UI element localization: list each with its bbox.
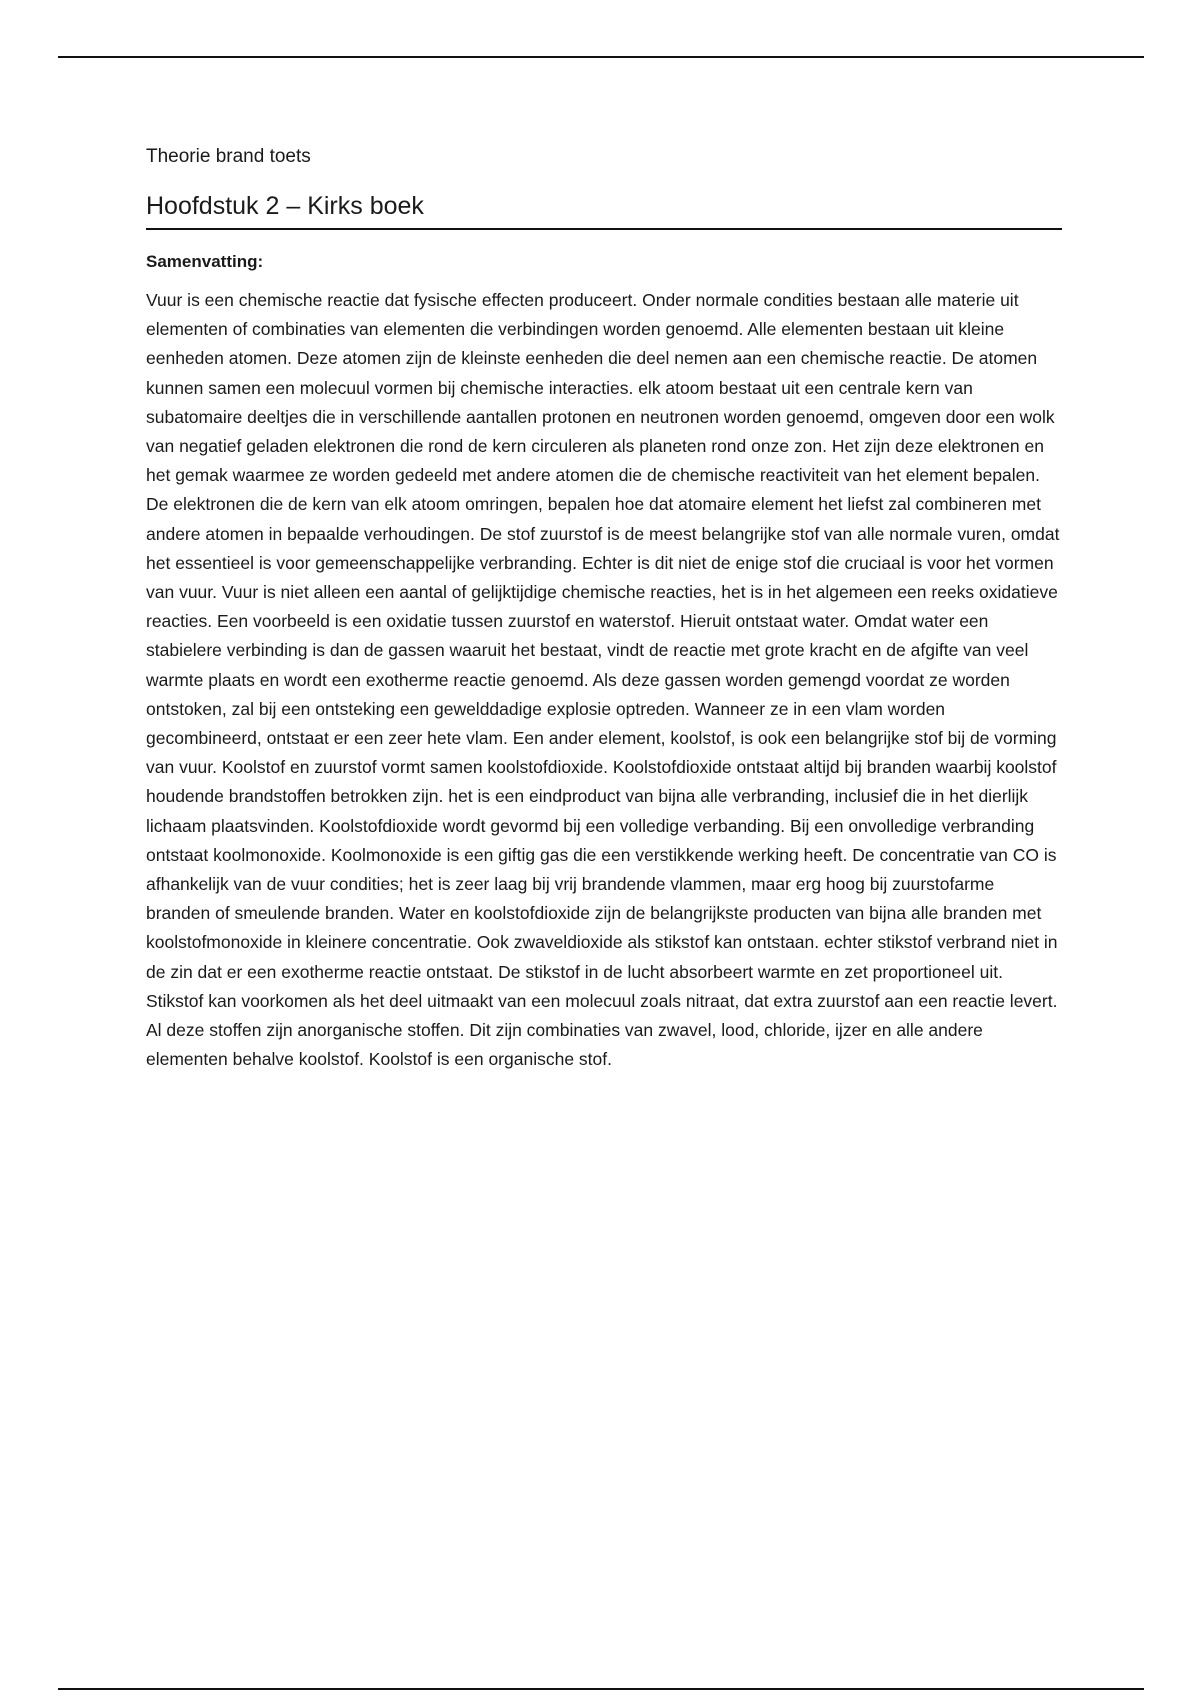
section-label-summary: Samenvatting: — [146, 252, 264, 271]
page-top-rule — [58, 56, 1144, 58]
chapter-heading: Hoofdstuk 2 – Kirks boek — [146, 190, 1062, 230]
document-subtitle: Theorie brand toets — [146, 146, 311, 167]
page-bottom-rule — [58, 1688, 1144, 1690]
document-content — [146, 144, 1062, 1074]
summary-paragraph: Vuur is een chemische reactie dat fysische effecten produceert. Onder normale condities bestaan alle materie uit elementen of combinaties van elementen die verbindingen worden genoemd. Alle elementen bestaan uit kleine eenheden atomen. Deze atomen zijn de kleinste eenheden die deel nemen aan een chemische reactie. De atomen kunnen samen een molecuul vormen bij chemische interacties. elk atoom bestaat uit een centrale kern van subatomaire deeltjes die in verschillende aantallen protonen en neutronen worden genoemd, omgeven door een wolk van negatief geladen elektronen die rond de kern circuleren als planeten rond onze zon. Het zijn deze elektronen en het gemak waarmee ze worden gedeeld met andere atomen die de chemische reactiviteit van het element bepalen. De elektronen die de kern van elk atoom omringen, bepalen hoe dat atomaire element het liefst zal combineren met andere atomen in bepaalde verhoudingen. De stof zuurstof is de meest belangrijke stof van alle normale vuren, omdat het essentieel is voor gemeenschappelijke verbranding. Echter is dit niet de enige stof die cruciaal is voor het vormen van vuur. Vuur is niet alleen een aantal of gelijktijdige chemische reacties, het is in het algemeen een reeks oxidatieve reacties. Een voorbeeld is een oxidatie tussen zuurstof en waterstof. Hieruit ontstaat water. Omdat water een stabielere verbinding is dan de gassen waaruit het bestaat, vindt de reactie met grote kracht en de afgifte van veel warmte plaats en wordt een exotherme reactie genoemd. Als deze gassen worden gemengd voordat ze worden ontstoken, zal bij een ontsteking een gewelddadige explosie optreden. Wanneer ze in een vlam worden gecombineerd, ontstaat er een zeer hete vlam. Een ander element, koolstof, is ook een belangrijke stof bij de vorming van vuur. Koolstof en zuurstof vormt samen koolstofdioxide. Koolstofdioxide ontstaat altijd bij branden waarbij koolstof houdende brandstoffen betrokken zijn. het is een eindproduct van bijna alle verbranding, inclusief die in het dierlijk lichaam plaatsvinden. Koolstofdioxide wordt gevormd bij een volledige verbanding. Bij een onvolledige verbranding ontstaat koolmonoxide. Koolmonoxide is een giftig gas die een verstikkende werking heeft. De concentratie van CO is afhankelijk van de vuur condities; het is zeer laag bij vrij brandende vlammen, maar erg hoog bij zuurstofarme branden of smeulende branden. Water en koolstofdioxide zijn de belangrijkste producten van bijna alle branden met koolstofmonoxide in kleinere concentratie. Ook zwaveldioxide als stikstof kan ontstaan. echter stikstof verbrand niet in de zin dat er een exotherme reactie ontstaat. De stikstof in de lucht absorbeert warmte en zet proportioneel uit. Stikstof kan voorkomen als het deel uitmaakt van een molecuul zoals nitraat, dat extra zuurstof aan een reactie levert. Al deze stoffen zijn anorganische stoffen. Dit zijn combinaties van zwavel, lood, chloride, ijzer en alle andere elementen behalve koolstof. Koolstof is een organische stof. — [146, 290, 1060, 1070]
